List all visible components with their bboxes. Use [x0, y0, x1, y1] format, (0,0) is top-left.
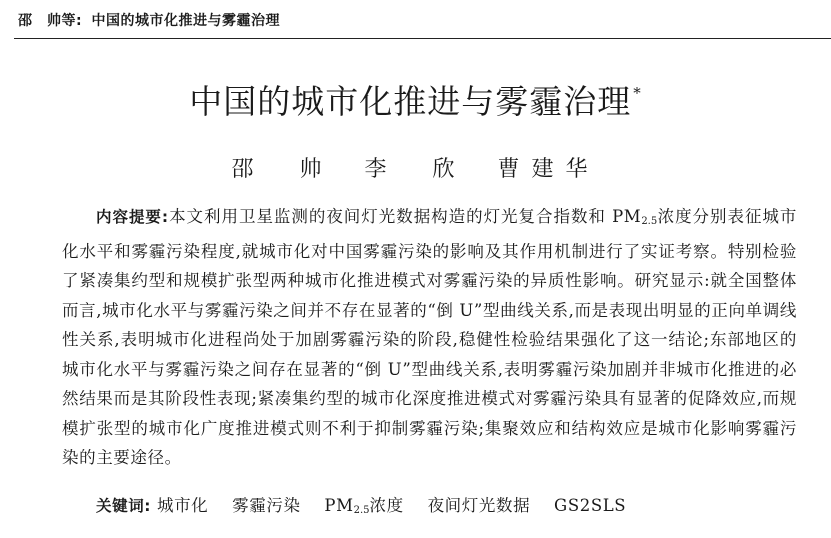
keyword-pm25 — [324, 496, 403, 515]
author-list — [0, 152, 831, 183]
author-name: 曹建华 — [497, 157, 600, 182]
keyword: 雾霾污染 — [232, 496, 301, 515]
keywords — [96, 492, 644, 516]
pm-subscript: 2.5 — [641, 216, 658, 227]
article-title-text: 中国的城市化推进与雾霾治理 — [189, 82, 632, 121]
running-header-title: 中国的城市化推进与雾霾治理 — [91, 13, 280, 29]
keywords-label: 关键词: — [96, 497, 152, 515]
article-title — [0, 76, 831, 123]
keyword: 夜间灯光数据 — [427, 496, 531, 515]
author-name: 邵 帅 — [231, 157, 334, 182]
abstract-text: 浓度分别表征城市化水平和雾霾污染程度,就城市化对中国雾霾污染的影响及其作用机制进行了实证考察。特别检验了紧凑集约型和规模扩张型两种城市化推进模式对雾霾污染的异质性影响。研究显示:就全国整体而言,城市化水平与雾霾污染之间并不存在显著的“倒 U”型曲线关系,而是表现出明显的正向单调线性关系,表明城市化进程尚处于加剧雾霾污染的阶段,稳健性检验结果强化了这一结论;东部地区的城市化水平与雾霾污染之间存在显著的“倒 U”型曲线关系,表明雾霾污染加剧并非城市化推进的必然结果而是其阶段性表现;紧凑集约型的城市化深度推进模式对雾霾污染具有显著的促降效应,而规模扩张型的城市化广度推进模式则不利于抑制雾霾污染;集聚效应和结构效应是城市化影响雾霾污染的主要途径。 — [62, 207, 798, 467]
abstract — [62, 202, 797, 473]
abstract-text: 本文利用卫星监测的夜间灯光数据构造的灯光复合指数和 PM — [168, 207, 642, 226]
title-footnote-mark: * — [633, 84, 642, 102]
keyword-pm-suffix: 浓度 — [369, 496, 404, 515]
keyword: 城市化 — [156, 496, 209, 515]
keyword-pm: PM — [324, 496, 354, 515]
running-header — [18, 10, 280, 30]
author-name: 李 欣 — [364, 157, 467, 182]
pm-subscript: 2.5 — [353, 505, 370, 516]
abstract-label: 内容提要: — [96, 208, 169, 226]
running-header-authors: 邵 帅等: — [18, 13, 83, 29]
keyword: GS2SLS — [554, 496, 627, 515]
header-rule — [14, 38, 831, 39]
